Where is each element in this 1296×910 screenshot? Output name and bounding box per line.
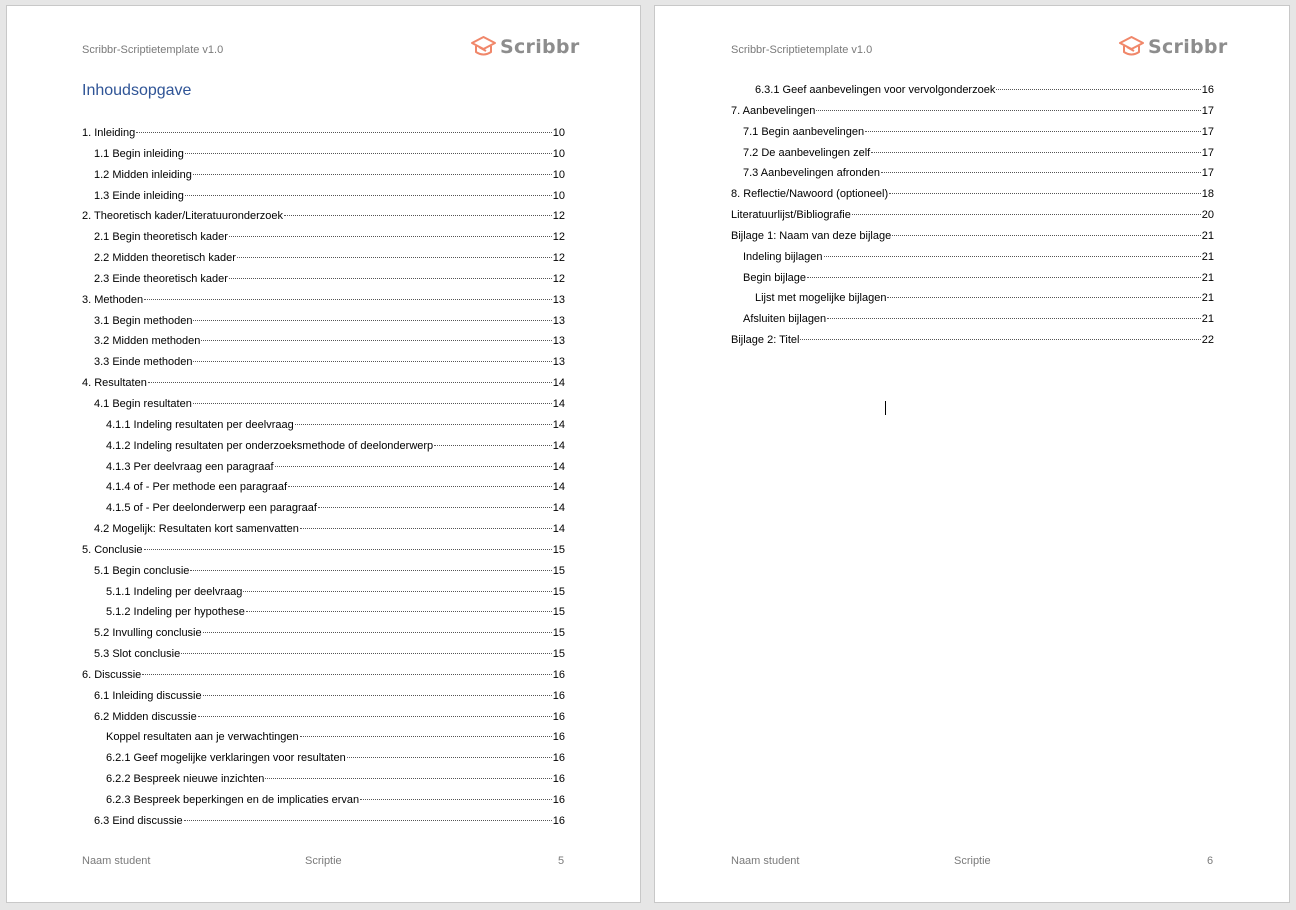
toc-entry[interactable]: [82, 790, 565, 811]
toc-entry-page: 16: [552, 668, 565, 681]
toc-entry-page: 13: [552, 356, 565, 369]
toc-entry[interactable]: [82, 477, 565, 498]
document-page-left: [6, 5, 641, 903]
toc-dot-leader: [181, 653, 552, 654]
footer-page-number: 6: [1207, 855, 1214, 867]
toc-dot-leader: [800, 339, 1200, 340]
toc-dot-leader: [852, 214, 1201, 215]
toc-entry[interactable]: [82, 707, 565, 728]
toc-entry[interactable]: [82, 248, 565, 269]
toc-entry-page: 14: [552, 377, 565, 390]
toc-dot-leader: [288, 486, 552, 487]
toc-entry[interactable]: [731, 184, 1214, 205]
toc-entry-text: 6.3.1 Geef aanbevelingen voor vervolgonderzoek: [755, 84, 996, 96]
toc-entry-page: 16: [552, 710, 565, 723]
toc-entry-text: 5.1.2 Indeling per hypothese: [106, 606, 245, 619]
toc-entry-page: 10: [552, 189, 565, 202]
toc-entry-text: 4.1.4 of - Per methode een paragraaf: [106, 481, 288, 494]
toc-dot-leader: [184, 820, 552, 821]
toc-entry-page: 16: [1201, 84, 1214, 96]
toc-entry-text: Afsluiten bijlagen: [743, 313, 827, 326]
toc-entry-text: 4.1 Begin resultaten: [94, 397, 192, 410]
toc-entry[interactable]: [82, 811, 565, 832]
toc-entry[interactable]: [82, 644, 565, 665]
toc-dot-leader: [318, 507, 552, 508]
toc-entry[interactable]: [82, 748, 565, 769]
toc-entry[interactable]: [82, 165, 565, 186]
toc-entry-text: 2.1 Begin theoretisch kader: [94, 231, 228, 244]
toc-entry-text: 3. Methoden: [82, 293, 144, 306]
toc-entry-page: 14: [552, 418, 565, 431]
toc-entry[interactable]: [82, 186, 565, 207]
toc-entry-page: 16: [552, 814, 565, 827]
toc-entry-page: 16: [552, 794, 565, 806]
graduation-cap-icon: [470, 35, 497, 59]
toc-entry[interactable]: [82, 352, 565, 373]
toc-entry-text: 6.2.1 Geef mogelijke verklaringen voor resultaten: [106, 752, 346, 765]
toc-entry-page: 12: [552, 252, 565, 265]
toc-dot-leader: [185, 195, 552, 196]
toc-dot-leader: [246, 611, 552, 612]
toc-entry-page: 14: [552, 481, 565, 494]
toc-entry[interactable]: [82, 769, 565, 790]
toc-entry-text: Literatuurlijst/Bibliografie: [731, 209, 851, 222]
toc-entry-text: 7. Aanbevelingen: [731, 104, 816, 117]
toc-entry-page: 21: [1201, 229, 1214, 242]
toc-entry-text: 5.1 Begin conclusie: [94, 564, 190, 577]
toc-entry-page: 15: [552, 585, 565, 598]
toc-entry-text: 5.1.1 Indeling per deelvraag: [106, 585, 243, 598]
toc-entry-text: 5. Conclusie: [82, 543, 143, 556]
toc-dot-leader: [807, 277, 1201, 278]
toc-dot-leader: [300, 528, 552, 529]
toc-entry[interactable]: [82, 623, 565, 644]
toc-entry-text: 7.2 De aanbevelingen zelf: [743, 146, 871, 159]
scribbr-logo: [470, 35, 580, 59]
toc-entry-page: 10: [552, 127, 565, 139]
toc-entry-text: 3.3 Einde methoden: [94, 356, 193, 369]
toc-dot-leader: [148, 382, 552, 383]
toc-entry[interactable]: [731, 330, 1214, 351]
toc-entry[interactable]: [731, 247, 1214, 268]
toc-dot-leader: [193, 320, 551, 321]
toc-entry[interactable]: [82, 144, 565, 165]
toc-entry-page: 20: [1201, 209, 1214, 222]
toc-dot-leader: [300, 736, 552, 737]
toc-entry[interactable]: [82, 457, 565, 478]
toc-entry-page: 21: [1201, 313, 1214, 326]
footer-doc-title: Scriptie: [954, 855, 991, 867]
toc-entry-page: 15: [552, 648, 565, 661]
toc-dot-leader: [190, 570, 551, 571]
header-template-name: Scribbr-Scriptietemplate v1.0: [731, 44, 873, 56]
toc-entry[interactable]: [82, 665, 565, 686]
toc-entry-page: 14: [552, 439, 565, 452]
toc-entry-text: Bijlage 1: Naam van deze bijlage: [731, 229, 892, 242]
logo-wordmark: Scribbr: [1148, 36, 1228, 58]
toc-entry-page: 21: [1201, 292, 1214, 305]
toc-dot-leader: [881, 172, 1201, 173]
toc-entry-text: 6. Discussie: [82, 668, 142, 681]
toc-entry-text: Begin bijlage: [743, 271, 806, 284]
toc-entry[interactable]: [82, 727, 565, 748]
toc-entry-text: 7.1 Begin aanbevelingen: [743, 125, 865, 138]
toc-entry-page: 10: [552, 147, 565, 160]
toc-dot-leader: [203, 695, 552, 696]
toc-dot-leader: [434, 445, 552, 446]
toc-entry-text: 3.1 Begin methoden: [94, 314, 193, 327]
toc-entry-text: 1. Inleiding: [82, 127, 136, 139]
toc-entry-text: Lijst met mogelijke bijlagen: [755, 292, 887, 305]
toc-dot-leader: [360, 799, 552, 800]
document-page-right[interactable]: [654, 5, 1290, 903]
toc-entry-text: 5.3 Slot conclusie: [94, 648, 181, 661]
toc-dot-leader: [824, 256, 1201, 257]
toc-entry[interactable]: [731, 309, 1214, 330]
toc-entry-page: 17: [1201, 167, 1214, 180]
toc-entry[interactable]: [82, 290, 565, 311]
toc-entry[interactable]: [82, 206, 565, 227]
toc-entry-text: 6.2 Midden discussie: [94, 710, 197, 723]
toc-dot-leader: [193, 174, 552, 175]
toc-dot-leader: [865, 131, 1201, 132]
toc-entry[interactable]: [82, 686, 565, 707]
toc-dot-leader: [193, 403, 552, 404]
toc-dot-leader: [827, 318, 1201, 319]
toc-entry[interactable]: [82, 498, 565, 519]
toc-entry[interactable]: [82, 582, 565, 603]
toc-entry[interactable]: [731, 226, 1214, 247]
toc-dot-leader: [996, 89, 1200, 90]
toc-entry-text: 6.1 Inleiding discussie: [94, 689, 202, 702]
toc-dot-leader: [136, 132, 552, 133]
toc-entry[interactable]: [82, 269, 565, 290]
toc-entry-page: 21: [1201, 271, 1214, 284]
toc-entry-page: 14: [552, 523, 565, 536]
toc-entry-page: 12: [552, 272, 565, 285]
toc-entry[interactable]: [82, 415, 565, 436]
toc-entry-text: 1.1 Begin inleiding: [94, 147, 184, 160]
toc-dot-leader: [887, 297, 1200, 298]
toc-entry[interactable]: [731, 288, 1214, 309]
toc-dot-leader: [816, 110, 1200, 111]
toc-entry-page: 22: [1201, 334, 1214, 347]
toc-entry-text: 6.2.3 Bespreek beperkingen en de implicaties ervan: [106, 794, 360, 806]
toc-entry-page: 15: [552, 627, 565, 640]
footer-page-number: 5: [558, 855, 565, 867]
toc-dot-leader: [284, 215, 552, 216]
toc-entry[interactable]: [731, 101, 1214, 122]
toc-entry[interactable]: [82, 519, 565, 540]
header-template-name: Scribbr-Scriptietemplate v1.0: [82, 44, 224, 56]
toc-entry[interactable]: [731, 205, 1214, 226]
toc-entry-text: 6.2.2 Bespreek nieuwe inzichten: [106, 773, 265, 786]
toc-title: Inhoudsopgave: [82, 82, 192, 99]
toc-dot-leader: [229, 278, 552, 279]
toc-entry-text: 7.3 Aanbevelingen afronden: [743, 167, 881, 180]
toc-dot-leader: [142, 674, 551, 675]
toc-entry-page: 16: [552, 752, 565, 765]
toc-entry-page: 13: [552, 293, 565, 306]
toc-entry[interactable]: [82, 561, 565, 582]
toc-entry-page: 16: [552, 773, 565, 786]
graduation-cap-icon: [1118, 35, 1145, 59]
toc-entry[interactable]: [731, 80, 1214, 101]
toc-entry-text: 8. Reflectie/Nawoord (optioneel): [731, 188, 889, 201]
toc-entry[interactable]: [731, 143, 1214, 164]
toc-entry[interactable]: [82, 540, 565, 561]
toc-entry-text: 4.1.2 Indeling resultaten per onderzoeksmethode of deelonderwerp: [106, 439, 434, 452]
toc-dot-leader: [347, 757, 552, 758]
toc-entry-text: 6.3 Eind discussie: [94, 814, 183, 827]
toc-entry-text: 2.2 Midden theoretisch kader: [94, 252, 236, 265]
toc-dot-leader: [243, 591, 551, 592]
toc-entry[interactable]: [82, 311, 565, 332]
toc-entry-text: 5.2 Invulling conclusie: [94, 627, 202, 640]
toc-dot-leader: [144, 299, 552, 300]
toc-entry-page: 16: [552, 689, 565, 702]
toc-dot-leader: [185, 153, 552, 154]
toc-entry-text: Indeling bijlagen: [743, 250, 823, 263]
toc-entry[interactable]: [731, 163, 1214, 184]
toc-entry[interactable]: [731, 122, 1214, 143]
toc-entry-text: 1.3 Einde inleiding: [94, 189, 184, 202]
logo-wordmark: Scribbr: [500, 36, 580, 58]
footer-doc-title: Scriptie: [305, 855, 342, 867]
toc-entry-page: 14: [552, 502, 565, 515]
scribbr-logo: [1118, 35, 1228, 59]
toc-entry-page: 15: [552, 564, 565, 577]
toc-entry-text: 3.2 Midden methoden: [94, 335, 201, 348]
toc-entry[interactable]: [82, 436, 565, 457]
toc-dot-leader: [203, 632, 552, 633]
toc-entry-page: 12: [552, 231, 565, 244]
toc-entry-text: 4.1.1 Indeling resultaten per deelvraag: [106, 418, 294, 431]
toc-entry-text: 4.1.5 of - Per deelonderwerp een paragraaf: [106, 502, 317, 515]
toc-entry-page: 14: [552, 397, 565, 410]
toc-entry-text: Bijlage 2: Titel: [731, 334, 800, 347]
toc-entry[interactable]: [82, 394, 565, 415]
toc-entry-page: 13: [552, 335, 565, 348]
toc-entry[interactable]: [82, 331, 565, 352]
toc-entry-page: 18: [1201, 188, 1214, 201]
text-cursor: [885, 401, 886, 415]
toc-entry[interactable]: [82, 602, 565, 623]
toc-entry-text: 1.2 Midden inleiding: [94, 168, 192, 181]
toc-entry-text: 4. Resultaten: [82, 377, 147, 390]
toc-entry-text: Koppel resultaten aan je verwachtingen: [106, 731, 299, 744]
toc-entry-text: 2.3 Einde theoretisch kader: [94, 272, 228, 285]
toc-list: [82, 123, 565, 832]
toc-dot-leader: [237, 257, 552, 258]
toc-entry[interactable]: [731, 268, 1214, 289]
toc-list: [731, 80, 1214, 351]
toc-entry[interactable]: [82, 123, 565, 144]
toc-dot-leader: [265, 778, 551, 779]
footer-student: Naam student: [82, 855, 151, 867]
toc-entry-page: 14: [552, 460, 565, 473]
toc-dot-leader: [892, 235, 1201, 236]
toc-dot-leader: [193, 361, 551, 362]
toc-dot-leader: [871, 152, 1201, 153]
toc-dot-leader: [144, 549, 552, 550]
toc-entry-text: 2. Theoretisch kader/Literatuuronderzoek: [82, 210, 283, 223]
toc-dot-leader: [198, 716, 552, 717]
toc-entry-page: 17: [1201, 146, 1214, 159]
footer-student: Naam student: [731, 855, 800, 867]
toc-entry-page: 10: [552, 168, 565, 181]
toc-entry[interactable]: [82, 373, 565, 394]
toc-dot-leader: [201, 340, 551, 341]
toc-dot-leader: [295, 424, 552, 425]
toc-entry-page: 16: [552, 731, 565, 744]
toc-dot-leader: [889, 193, 1201, 194]
toc-entry-page: 17: [1201, 125, 1214, 138]
toc-dot-leader: [229, 236, 552, 237]
toc-entry-text: 4.2 Mogelijk: Resultaten kort samenvatten: [94, 523, 299, 536]
toc-entry-page: 15: [552, 606, 565, 619]
toc-entry-page: 13: [552, 314, 565, 327]
toc-entry-page: 21: [1201, 250, 1214, 263]
toc-dot-leader: [275, 466, 552, 467]
toc-entry-text: 4.1.3 Per deelvraag een paragraaf: [106, 460, 274, 473]
toc-entry-page: 17: [1201, 104, 1214, 117]
toc-entry-page: 15: [552, 543, 565, 556]
toc-entry[interactable]: [82, 227, 565, 248]
toc-entry-page: 12: [552, 210, 565, 223]
